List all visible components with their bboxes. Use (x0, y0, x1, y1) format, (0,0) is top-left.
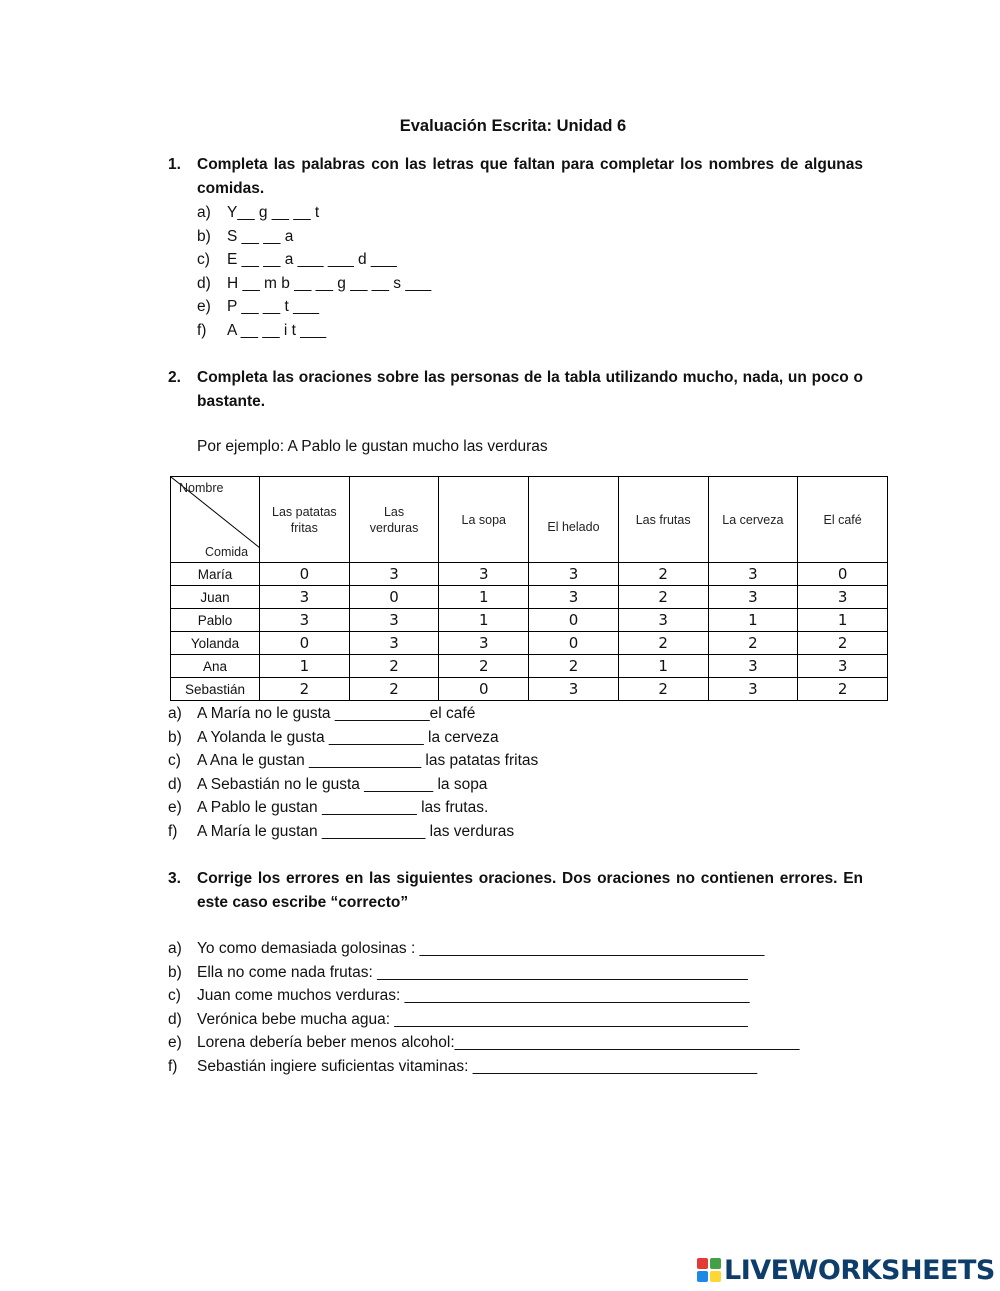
table-cell: 3 (798, 655, 888, 678)
column-header: Las frutas (618, 477, 708, 563)
table-cell: 2 (349, 678, 439, 701)
item-letter: e) (168, 1034, 182, 1051)
table-body (171, 563, 888, 701)
item-text[interactable]: A María le gustan ____________ las verduras (197, 822, 515, 840)
item-text[interactable]: H __ m b __ __ g __ __ s ___ (227, 274, 432, 292)
table-row (171, 655, 888, 678)
table-cell: 3 (708, 586, 798, 609)
table-cell: 1 (260, 655, 350, 678)
item-text[interactable]: Ella no come nada frutas: ___________________________________________ (197, 963, 748, 981)
table-cell: 2 (618, 586, 708, 609)
item-text[interactable]: A Ana le gustan _____________ las patatas fritas (197, 752, 539, 769)
list-item (168, 961, 799, 985)
question-number: 1. (168, 156, 181, 173)
table-cell: 1 (618, 655, 708, 678)
list-item (197, 225, 431, 249)
table-cell: 2 (260, 678, 350, 701)
list-item (197, 201, 431, 225)
table-cell: 1 (708, 609, 798, 632)
table-cell: 3 (529, 586, 619, 609)
item-letter: b) (197, 227, 211, 245)
table-cell: 2 (439, 655, 529, 678)
list-item (168, 749, 538, 773)
list-item (168, 773, 538, 797)
item-letter: f) (168, 822, 178, 840)
table-cell: 3 (529, 563, 619, 586)
column-header: Las verduras (349, 477, 439, 563)
logo-square (697, 1271, 708, 1282)
question-prompt: Corrige los errores en las siguientes oraciones. Dos oraciones no contienen errores. En este caso escribe “correcto” (197, 870, 863, 911)
table-cell: 2 (618, 632, 708, 655)
table-cell: 3 (439, 563, 529, 586)
table-row (171, 586, 888, 609)
list-item (168, 1008, 799, 1032)
table-cell: 3 (260, 609, 350, 632)
logo-mark-icon (697, 1258, 721, 1282)
item-text[interactable]: Yo como demasiada golosinas : ________________________________________ (197, 940, 765, 957)
item-letter: b) (168, 728, 182, 746)
example-sentence: Por ejemplo: A Pablo le gustan mucho las verduras (197, 438, 548, 455)
list-item (197, 295, 431, 319)
table-cell: 0 (529, 609, 619, 632)
corner-label-food: Comida (205, 545, 249, 559)
item-letter: c) (168, 987, 181, 1004)
table-cell: 3 (260, 586, 350, 609)
column-header: Las patatas fritas (260, 477, 350, 563)
preferences-table (170, 476, 888, 701)
column-header: La cerveza (708, 477, 798, 563)
item-letter: a) (168, 940, 182, 957)
table-cell: 0 (529, 632, 619, 655)
table-cell: 0 (439, 678, 529, 701)
item-text[interactable]: E __ __ a ___ ___ d ___ (227, 251, 397, 268)
table-header-row (171, 477, 888, 563)
corner-label-name: Nombre (179, 481, 224, 495)
question-3-items (168, 937, 799, 1078)
question-prompt: Completa las palabras con las letras que faltan para completar los nombres de algunas comidas. (197, 156, 863, 197)
table-cell: 3 (349, 609, 439, 632)
question-1-items (197, 201, 431, 342)
list-item (168, 702, 538, 726)
table-cell: 0 (349, 586, 439, 609)
list-item (197, 248, 431, 272)
table-cell: 3 (349, 563, 439, 586)
column-header: El helado (529, 477, 619, 563)
list-item (168, 984, 799, 1008)
table-cell: 1 (439, 609, 529, 632)
item-text[interactable]: Y__ g __ __ t (227, 204, 320, 221)
item-letter: e) (168, 799, 182, 816)
table-corner-cell (171, 477, 260, 563)
list-item (168, 1055, 799, 1079)
item-text[interactable]: A __ __ i t ___ (227, 321, 327, 339)
table-cell: 2 (349, 655, 439, 678)
item-text[interactable]: Sebastián ingiere suficientas vitaminas: _________________________________ (197, 1057, 758, 1075)
logo-square (710, 1271, 721, 1282)
table-cell: 2 (708, 632, 798, 655)
item-letter: d) (197, 274, 211, 292)
item-letter: c) (168, 752, 181, 769)
item-text[interactable]: A Sebastián no le gusta ________ la sopa (197, 775, 488, 793)
item-text[interactable]: S __ __ a (227, 227, 294, 245)
table-cell: 3 (439, 632, 529, 655)
item-letter: b) (168, 963, 182, 981)
logo-square (710, 1258, 721, 1269)
table-row (171, 632, 888, 655)
table-cell: 2 (798, 678, 888, 701)
column-header: La sopa (439, 477, 529, 563)
column-header: El café (798, 477, 888, 563)
question-number: 2. (168, 369, 181, 386)
row-name-cell: Pablo (171, 609, 260, 632)
item-text[interactable]: A Yolanda le gusta ___________ la cerveza (197, 728, 499, 746)
item-letter: c) (197, 251, 210, 268)
item-letter: e) (197, 298, 211, 315)
table-cell: 3 (708, 678, 798, 701)
table-cell: 1 (798, 609, 888, 632)
table-cell: 2 (618, 678, 708, 701)
item-text[interactable]: P __ __ t ___ (227, 298, 319, 315)
list-item (168, 937, 799, 961)
table-row (171, 678, 888, 701)
table-cell: 2 (798, 632, 888, 655)
liveworksheets-logo[interactable] (697, 1253, 995, 1287)
item-letter: f) (197, 321, 207, 339)
table-cell: 3 (708, 563, 798, 586)
logo-square (697, 1258, 708, 1269)
table-cell: 0 (798, 563, 888, 586)
item-letter: a) (168, 705, 182, 722)
item-text[interactable]: Lorena debería beber menos alcohol:________________________________________ (197, 1034, 800, 1051)
page-title: Evaluación Escrita: Unidad 6 (399, 117, 627, 135)
table-cell: 2 (529, 655, 619, 678)
table-cell: 3 (349, 632, 439, 655)
row-name-cell: Sebastián (171, 678, 260, 701)
table-cell: 0 (260, 632, 350, 655)
row-name-cell: Yolanda (171, 632, 260, 655)
logo-text: LIVEWORKSHEETS (724, 1254, 995, 1286)
list-item (197, 272, 431, 296)
item-letter: a) (197, 204, 211, 221)
table-cell: 3 (618, 609, 708, 632)
question-prompt: Completa las oraciones sobre las personas de la tabla utilizando mucho, nada, un poco o bastante. (197, 369, 863, 410)
table-cell: 2 (618, 563, 708, 586)
row-name-cell: Juan (171, 586, 260, 609)
table-cell: 1 (439, 586, 529, 609)
list-item (197, 319, 431, 343)
table-cell: 3 (798, 586, 888, 609)
table-cell: 3 (708, 655, 798, 678)
item-letter: d) (168, 1010, 182, 1028)
list-item (168, 726, 538, 750)
item-letter: d) (168, 775, 182, 793)
item-text[interactable]: A María no le gusta ___________el café (197, 705, 476, 722)
question-3 (168, 867, 863, 915)
list-item (168, 820, 538, 844)
item-text[interactable]: Juan come muchos verduras: ________________________________________ (197, 987, 750, 1004)
table-row (171, 609, 888, 632)
list-item (168, 1031, 799, 1055)
list-item (168, 796, 538, 820)
question-1 (168, 153, 863, 201)
table-row (171, 563, 888, 586)
question-2 (168, 366, 863, 414)
row-name-cell: Ana (171, 655, 260, 678)
row-name-cell: María (171, 563, 260, 586)
item-text[interactable]: Verónica bebe mucha agua: _________________________________________ (197, 1010, 748, 1028)
table-cell: 3 (529, 678, 619, 701)
item-letter: f) (168, 1057, 178, 1075)
question-2-items (168, 702, 538, 843)
question-number: 3. (168, 870, 181, 887)
item-text[interactable]: A Pablo le gustan ___________ las frutas. (197, 799, 489, 816)
table-cell: 0 (260, 563, 350, 586)
